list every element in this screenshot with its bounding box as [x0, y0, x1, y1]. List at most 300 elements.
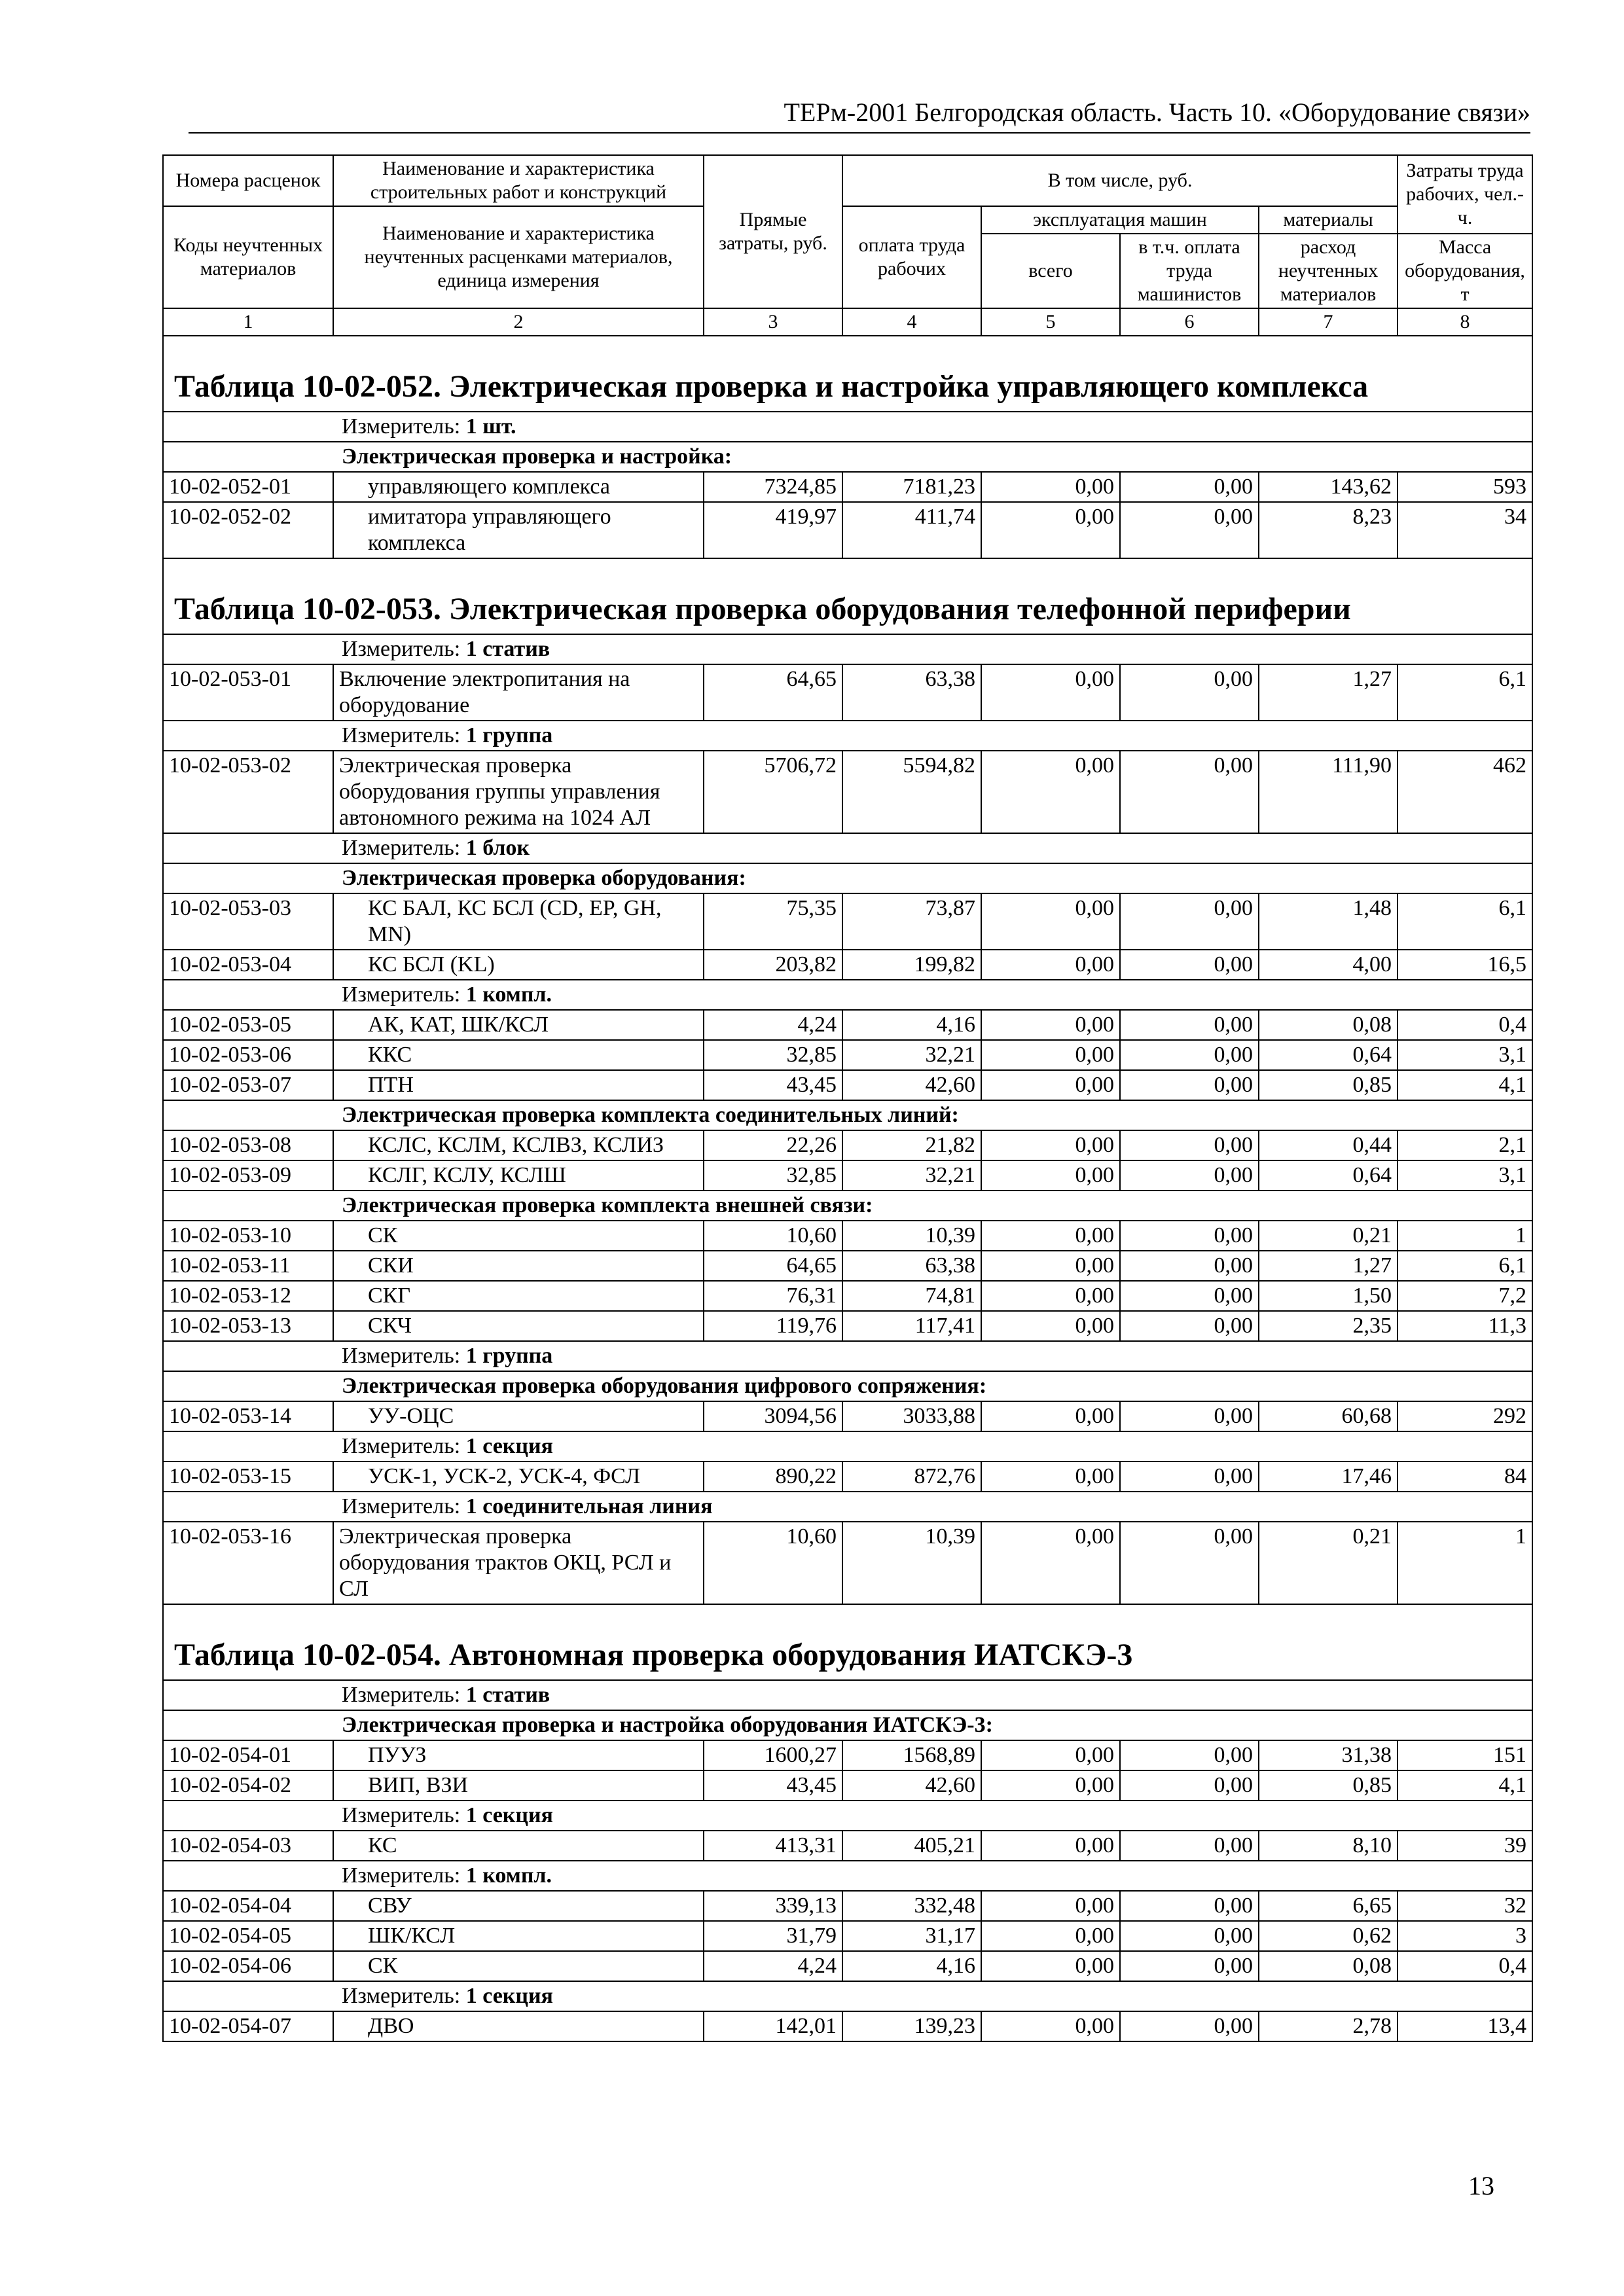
work-name: СК	[333, 1951, 704, 1981]
table-row	[163, 950, 1532, 980]
materials-cost: 0,64	[1259, 1040, 1398, 1070]
machines-total: 0,00	[981, 1891, 1120, 1921]
measure-unit	[163, 833, 1532, 863]
table-row	[163, 1951, 1532, 1981]
materials-cost: 0,21	[1259, 1522, 1398, 1604]
work-name: имитатора управляющего комплекса	[333, 502, 704, 558]
measure-unit-row	[163, 1492, 1532, 1522]
measure-unit	[163, 980, 1532, 1010]
direct-cost: 890,22	[704, 1462, 842, 1492]
work-name: ДВО	[333, 2011, 704, 2041]
col-number: 1	[163, 308, 333, 336]
rate-code: 10-02-053-07	[163, 1070, 333, 1100]
labor-cost: 32,21	[842, 1040, 981, 1070]
machinists-labor: 0,00	[1120, 1130, 1259, 1160]
direct-cost: 203,82	[704, 950, 842, 980]
direct-cost: 3094,56	[704, 1401, 842, 1431]
measure-unit	[163, 1492, 1532, 1522]
machinists-labor: 0,00	[1120, 1401, 1259, 1431]
machines-total: 0,00	[981, 1221, 1120, 1251]
labor-hours: 3	[1398, 1921, 1532, 1951]
labor-hours: 292	[1398, 1401, 1532, 1431]
machines-total: 0,00	[981, 1831, 1120, 1861]
work-name: Включение электропитания на оборудование	[333, 664, 704, 721]
page-number: 13	[1468, 2171, 1494, 2200]
col4-header: оплата труда рабочих	[842, 206, 981, 308]
running-header: ТЕРм-2001 Белгородская область. Часть 10. «Оборудование связи»	[189, 97, 1530, 134]
col-number: 3	[704, 308, 842, 336]
rate-code: 10-02-054-05	[163, 1921, 333, 1951]
labor-hours: 0,4	[1398, 1951, 1532, 1981]
materials-header: материалы	[1259, 206, 1398, 234]
work-name: СВУ	[333, 1891, 704, 1921]
machinists-labor: 0,00	[1120, 472, 1259, 502]
column-numbers-row	[163, 308, 1532, 336]
materials-cost: 0,08	[1259, 1010, 1398, 1040]
work-name: ПТН	[333, 1070, 704, 1100]
labor-cost: 405,21	[842, 1831, 981, 1861]
machinists-labor: 0,00	[1120, 1040, 1259, 1070]
labor-cost: 872,76	[842, 1462, 981, 1492]
direct-cost: 75,35	[704, 893, 842, 950]
work-name: УУ-ОЦС	[333, 1401, 704, 1431]
col-number: 6	[1120, 308, 1259, 336]
work-name: КС БСЛ (KL)	[333, 950, 704, 980]
materials-cost: 0,85	[1259, 1070, 1398, 1100]
machinists-labor: 0,00	[1120, 2011, 1259, 2041]
rate-code: 10-02-053-02	[163, 751, 333, 833]
table-row	[163, 1311, 1532, 1341]
labor-cost: 7181,23	[842, 472, 981, 502]
direct-cost: 413,31	[704, 1831, 842, 1861]
measure-value: 1 компл.	[465, 1863, 552, 1888]
work-name: СК	[333, 1221, 704, 1251]
table-row	[163, 502, 1532, 558]
table-row	[163, 1740, 1532, 1770]
group-heading: Электрическая проверка и настройка оборудования ИАТСКЭ-3:	[163, 1710, 1532, 1740]
materials-cost: 17,46	[1259, 1462, 1398, 1492]
measure-label: Измеритель:	[342, 836, 461, 860]
machinists-labor: 0,00	[1120, 1160, 1259, 1191]
measure-unit-row	[163, 1680, 1532, 1710]
rate-code: 10-02-053-09	[163, 1160, 333, 1191]
group-heading-row	[163, 1371, 1532, 1401]
machinists-labor: 0,00	[1120, 1770, 1259, 1801]
direct-cost: 142,01	[704, 2011, 842, 2041]
col-number: 5	[981, 308, 1120, 336]
direct-cost: 419,97	[704, 502, 842, 558]
direct-cost: 7324,85	[704, 472, 842, 502]
rate-code: 10-02-052-02	[163, 502, 333, 558]
machinists-labor: 0,00	[1120, 1010, 1259, 1040]
work-name: СКЧ	[333, 1311, 704, 1341]
col3-header: Прямые затраты, руб.	[704, 155, 842, 308]
table-row	[163, 1401, 1532, 1431]
machinists-labor: 0,00	[1120, 664, 1259, 721]
labor-hours: 4,1	[1398, 1770, 1532, 1801]
measure-label: Измеритель:	[342, 1344, 461, 1368]
direct-cost: 5706,72	[704, 751, 842, 833]
materials-cost: 8,10	[1259, 1831, 1398, 1861]
table-row	[163, 472, 1532, 502]
price-table	[162, 154, 1533, 2042]
labor-hours: 6,1	[1398, 1251, 1532, 1281]
materials-cost: 4,00	[1259, 950, 1398, 980]
labor-hours: 32	[1398, 1891, 1532, 1921]
table-row	[163, 1462, 1532, 1492]
table-section-title	[163, 558, 1532, 634]
group-heading: Электрическая проверка комплекта соединительных линий:	[163, 1100, 1532, 1130]
measure-value: 1 соединительная линия	[465, 1494, 713, 1518]
machines-total: 0,00	[981, 1040, 1120, 1070]
work-name: ВИП, ВЗИ	[333, 1770, 704, 1801]
rate-code: 10-02-053-12	[163, 1281, 333, 1311]
machinists-labor: 0,00	[1120, 1281, 1259, 1311]
work-name: управляющего комплекса	[333, 472, 704, 502]
col8-bottom: Масса оборудования, т	[1398, 234, 1532, 308]
rate-code: 10-02-054-07	[163, 2011, 333, 2041]
incl-header: В том числе, руб.	[842, 155, 1398, 206]
machinists-labor: 0,00	[1120, 1522, 1259, 1604]
machinists-labor: 0,00	[1120, 1951, 1259, 1981]
direct-cost: 43,45	[704, 1770, 842, 1801]
machines-header: эксплуатация машин	[981, 206, 1259, 234]
machinists-labor: 0,00	[1120, 502, 1259, 558]
measure-value: 1 компл.	[465, 982, 552, 1007]
measure-unit-row	[163, 1431, 1532, 1462]
machines-total: 0,00	[981, 1281, 1120, 1311]
machinists-labor: 0,00	[1120, 1740, 1259, 1770]
labor-cost: 3033,88	[842, 1401, 981, 1431]
machinists-labor: 0,00	[1120, 893, 1259, 950]
rate-code: 10-02-053-06	[163, 1040, 333, 1070]
machines-total: 0,00	[981, 751, 1120, 833]
direct-cost: 1600,27	[704, 1740, 842, 1770]
table-row	[163, 1160, 1532, 1191]
materials-cost: 1,48	[1259, 893, 1398, 950]
machines-total: 0,00	[981, 502, 1120, 558]
measure-label: Измеритель:	[342, 1494, 461, 1518]
rate-code: 10-02-053-03	[163, 893, 333, 950]
measure-unit	[163, 1341, 1532, 1371]
group-heading: Электрическая проверка и настройка:	[163, 442, 1532, 472]
col2-bottom: Наименование и характеристика неучтенных расценками материалов, единица измерения	[333, 206, 704, 308]
table-row	[163, 1891, 1532, 1921]
materials-cost: 0,62	[1259, 1921, 1398, 1951]
rate-code: 10-02-052-01	[163, 472, 333, 502]
measure-unit	[163, 1861, 1532, 1891]
materials-cost: 1,27	[1259, 1251, 1398, 1281]
group-heading-row	[163, 442, 1532, 472]
measure-unit-row	[163, 1341, 1532, 1371]
labor-cost: 10,39	[842, 1221, 981, 1251]
labor-hours: 593	[1398, 472, 1532, 502]
machines-total: 0,00	[981, 1160, 1120, 1191]
labor-cost: 332,48	[842, 1891, 981, 1921]
machines-total: 0,00	[981, 893, 1120, 950]
section-title: Таблица 10-02-054. Автономная проверка оборудования ИАТСКЭ-3	[163, 1604, 1532, 1680]
table-row	[163, 2011, 1532, 2041]
machines-total: 0,00	[981, 1462, 1120, 1492]
materials-cost: 1,50	[1259, 1281, 1398, 1311]
labor-cost: 42,60	[842, 1070, 981, 1100]
work-name: ККС	[333, 1040, 704, 1070]
labor-cost: 42,60	[842, 1770, 981, 1801]
direct-cost: 339,13	[704, 1891, 842, 1921]
machines-total: 0,00	[981, 472, 1120, 502]
measure-label: Измеритель:	[342, 723, 461, 747]
machinists-labor: 0,00	[1120, 1221, 1259, 1251]
table-row	[163, 893, 1532, 950]
table-row	[163, 1921, 1532, 1951]
measure-unit	[163, 634, 1532, 664]
col6-header: в т.ч. оплата труда машинистов	[1120, 234, 1259, 308]
rate-code: 10-02-053-16	[163, 1522, 333, 1604]
labor-hours: 13,4	[1398, 2011, 1532, 2041]
labor-cost: 4,16	[842, 1951, 981, 1981]
table-row	[163, 1221, 1532, 1251]
work-name: КСЛС, КСЛМ, КСЛВЗ, КСЛИЗ	[333, 1130, 704, 1160]
labor-hours: 6,1	[1398, 664, 1532, 721]
materials-cost: 8,23	[1259, 502, 1398, 558]
labor-cost: 117,41	[842, 1311, 981, 1341]
machinists-labor: 0,00	[1120, 1462, 1259, 1492]
rate-code: 10-02-053-13	[163, 1311, 333, 1341]
direct-cost: 22,26	[704, 1130, 842, 1160]
machines-total: 0,00	[981, 1740, 1120, 1770]
table-row	[163, 1070, 1532, 1100]
rate-code: 10-02-054-04	[163, 1891, 333, 1921]
direct-cost: 119,76	[704, 1311, 842, 1341]
table-section-title	[163, 1604, 1532, 1680]
col1-top: Номера расценок	[163, 155, 333, 206]
labor-hours: 84	[1398, 1462, 1532, 1492]
materials-cost: 0,64	[1259, 1160, 1398, 1191]
measure-value: 1 блок	[465, 836, 530, 860]
labor-hours: 39	[1398, 1831, 1532, 1861]
measure-label: Измеритель:	[342, 1683, 461, 1707]
labor-cost: 63,38	[842, 664, 981, 721]
measure-unit-row	[163, 634, 1532, 664]
labor-cost: 31,17	[842, 1921, 981, 1951]
direct-cost: 10,60	[704, 1221, 842, 1251]
labor-hours: 1	[1398, 1221, 1532, 1251]
measure-value: 1 секция	[465, 1434, 553, 1458]
materials-cost: 31,38	[1259, 1740, 1398, 1770]
work-name: Электрическая проверка оборудования группы управления автономного режима на 1024 АЛ	[333, 751, 704, 833]
rate-code: 10-02-054-06	[163, 1951, 333, 1981]
measure-value: 1 секция	[465, 1803, 553, 1827]
col8-top: Затраты труда рабочих, чел.-ч.	[1398, 155, 1532, 234]
rate-code: 10-02-054-02	[163, 1770, 333, 1801]
machines-total: 0,00	[981, 1130, 1120, 1160]
labor-hours: 16,5	[1398, 950, 1532, 980]
rate-code: 10-02-053-04	[163, 950, 333, 980]
measure-value: 1 статив	[465, 1683, 550, 1707]
labor-cost: 4,16	[842, 1010, 981, 1040]
group-heading-row	[163, 863, 1532, 893]
rate-code: 10-02-053-08	[163, 1130, 333, 1160]
labor-hours: 0,4	[1398, 1010, 1532, 1040]
rate-code: 10-02-053-11	[163, 1251, 333, 1281]
group-heading: Электрическая проверка оборудования:	[163, 863, 1532, 893]
labor-hours: 1	[1398, 1522, 1532, 1604]
col-number: 7	[1259, 308, 1398, 336]
machines-total: 0,00	[981, 1921, 1120, 1951]
work-name: Электрическая проверка оборудования трактов ОКЦ, РСЛ и СЛ	[333, 1522, 704, 1604]
rate-code: 10-02-054-01	[163, 1740, 333, 1770]
rate-code: 10-02-053-10	[163, 1221, 333, 1251]
rate-code: 10-02-053-01	[163, 664, 333, 721]
direct-cost: 4,24	[704, 1010, 842, 1040]
measure-unit	[163, 412, 1532, 442]
col-number: 2	[333, 308, 704, 336]
labor-cost: 21,82	[842, 1130, 981, 1160]
labor-hours: 11,3	[1398, 1311, 1532, 1341]
direct-cost: 4,24	[704, 1951, 842, 1981]
measure-unit	[163, 1801, 1532, 1831]
work-name: КСЛГ, КСЛУ, КСЛШ	[333, 1160, 704, 1191]
direct-cost: 31,79	[704, 1921, 842, 1951]
direct-cost: 10,60	[704, 1522, 842, 1604]
machines-total: 0,00	[981, 1070, 1120, 1100]
measure-unit	[163, 1981, 1532, 2011]
labor-hours: 3,1	[1398, 1040, 1532, 1070]
table-row	[163, 1130, 1532, 1160]
measure-unit-row	[163, 412, 1532, 442]
labor-cost: 199,82	[842, 950, 981, 980]
group-heading-row	[163, 1710, 1532, 1740]
measure-unit	[163, 721, 1532, 751]
machines-total: 0,00	[981, 1951, 1120, 1981]
table-row	[163, 1251, 1532, 1281]
direct-cost: 64,65	[704, 1251, 842, 1281]
machines-total: 0,00	[981, 1010, 1120, 1040]
labor-hours: 462	[1398, 751, 1532, 833]
table-body	[163, 336, 1532, 2041]
materials-cost: 0,21	[1259, 1221, 1398, 1251]
labor-cost: 63,38	[842, 1251, 981, 1281]
machinists-labor: 0,00	[1120, 1891, 1259, 1921]
measure-label: Измеритель:	[342, 982, 461, 1007]
labor-cost: 74,81	[842, 1281, 981, 1311]
materials-cost: 0,08	[1259, 1951, 1398, 1981]
measure-label: Измеритель:	[342, 414, 461, 439]
table-row	[163, 1522, 1532, 1604]
materials-cost: 2,35	[1259, 1311, 1398, 1341]
measure-unit-row	[163, 1981, 1532, 2011]
group-heading: Электрическая проверка оборудования цифрового сопряжения:	[163, 1371, 1532, 1401]
labor-hours: 6,1	[1398, 893, 1532, 950]
work-name: СКИ	[333, 1251, 704, 1281]
table-row	[163, 1010, 1532, 1040]
direct-cost: 32,85	[704, 1160, 842, 1191]
measure-value: 1 группа	[465, 723, 553, 747]
col-number: 4	[842, 308, 981, 336]
measure-unit-row	[163, 1801, 1532, 1831]
work-name: УСК-1, УСК-2, УСК-4, ФСЛ	[333, 1462, 704, 1492]
labor-cost: 10,39	[842, 1522, 981, 1604]
labor-cost: 73,87	[842, 893, 981, 950]
materials-cost: 111,90	[1259, 751, 1398, 833]
machines-total: 0,00	[981, 664, 1120, 721]
table-row	[163, 664, 1532, 721]
rate-code: 10-02-053-15	[163, 1462, 333, 1492]
machinists-labor: 0,00	[1120, 751, 1259, 833]
col1-bottom: Коды неучтенных материалов	[163, 206, 333, 308]
machines-total: 0,00	[981, 1311, 1120, 1341]
machines-total: 0,00	[981, 1522, 1120, 1604]
measure-value: 1 секция	[465, 1984, 553, 2008]
table-header	[163, 155, 1532, 336]
materials-cost: 143,62	[1259, 472, 1398, 502]
labor-cost: 1568,89	[842, 1740, 981, 1770]
measure-label: Измеритель:	[342, 1434, 461, 1458]
measure-unit-row	[163, 833, 1532, 863]
machines-total: 0,00	[981, 950, 1120, 980]
work-name: КС БАЛ, КС БСЛ (CD, EP, GH, MN)	[333, 893, 704, 950]
work-name: КС	[333, 1831, 704, 1861]
machinists-labor: 0,00	[1120, 1831, 1259, 1861]
machinists-labor: 0,00	[1120, 1921, 1259, 1951]
work-name: ШК/КСЛ	[333, 1921, 704, 1951]
labor-hours: 4,1	[1398, 1070, 1532, 1100]
labor-cost: 32,21	[842, 1160, 981, 1191]
materials-cost: 6,65	[1259, 1891, 1398, 1921]
group-heading-row	[163, 1100, 1532, 1130]
rate-code: 10-02-053-05	[163, 1010, 333, 1040]
col7-header: расход неучтенных материалов	[1259, 234, 1398, 308]
materials-cost: 60,68	[1259, 1401, 1398, 1431]
labor-hours: 34	[1398, 502, 1532, 558]
direct-cost: 43,45	[704, 1070, 842, 1100]
work-name: АК, КАТ, ШК/КСЛ	[333, 1010, 704, 1040]
machines-total: 0,00	[981, 1770, 1120, 1801]
group-heading: Электрическая проверка комплекта внешней связи:	[163, 1191, 1532, 1221]
machinists-labor: 0,00	[1120, 1070, 1259, 1100]
direct-cost: 76,31	[704, 1281, 842, 1311]
measure-label: Измеритель:	[342, 1984, 461, 2008]
work-name: СКГ	[333, 1281, 704, 1311]
direct-cost: 64,65	[704, 664, 842, 721]
machinists-labor: 0,00	[1120, 1251, 1259, 1281]
labor-hours: 2,1	[1398, 1130, 1532, 1160]
rate-code: 10-02-053-14	[163, 1401, 333, 1431]
table-row	[163, 1831, 1532, 1861]
measure-value: 1 статив	[465, 637, 550, 661]
table-row	[163, 1770, 1532, 1801]
labor-hours: 151	[1398, 1740, 1532, 1770]
col2-top: Наименование и характеристика строительных работ и конструкций	[333, 155, 704, 206]
measure-label: Измеритель:	[342, 1863, 461, 1888]
labor-cost: 411,74	[842, 502, 981, 558]
col5-header: всего	[981, 234, 1120, 308]
machines-total: 0,00	[981, 2011, 1120, 2041]
table-row	[163, 1040, 1532, 1070]
labor-hours: 3,1	[1398, 1160, 1532, 1191]
table-row	[163, 751, 1532, 833]
labor-cost: 139,23	[842, 2011, 981, 2041]
measure-label: Измеритель:	[342, 637, 461, 661]
measure-unit	[163, 1680, 1532, 1710]
col-number: 8	[1398, 308, 1532, 336]
rate-code: 10-02-054-03	[163, 1831, 333, 1861]
group-heading-row	[163, 1191, 1532, 1221]
section-title: Таблица 10-02-052. Электрическая проверка и настройка управляющего комплекса	[163, 336, 1532, 412]
materials-cost: 1,27	[1259, 664, 1398, 721]
labor-cost: 5594,82	[842, 751, 981, 833]
work-name: ПУУЗ	[333, 1740, 704, 1770]
